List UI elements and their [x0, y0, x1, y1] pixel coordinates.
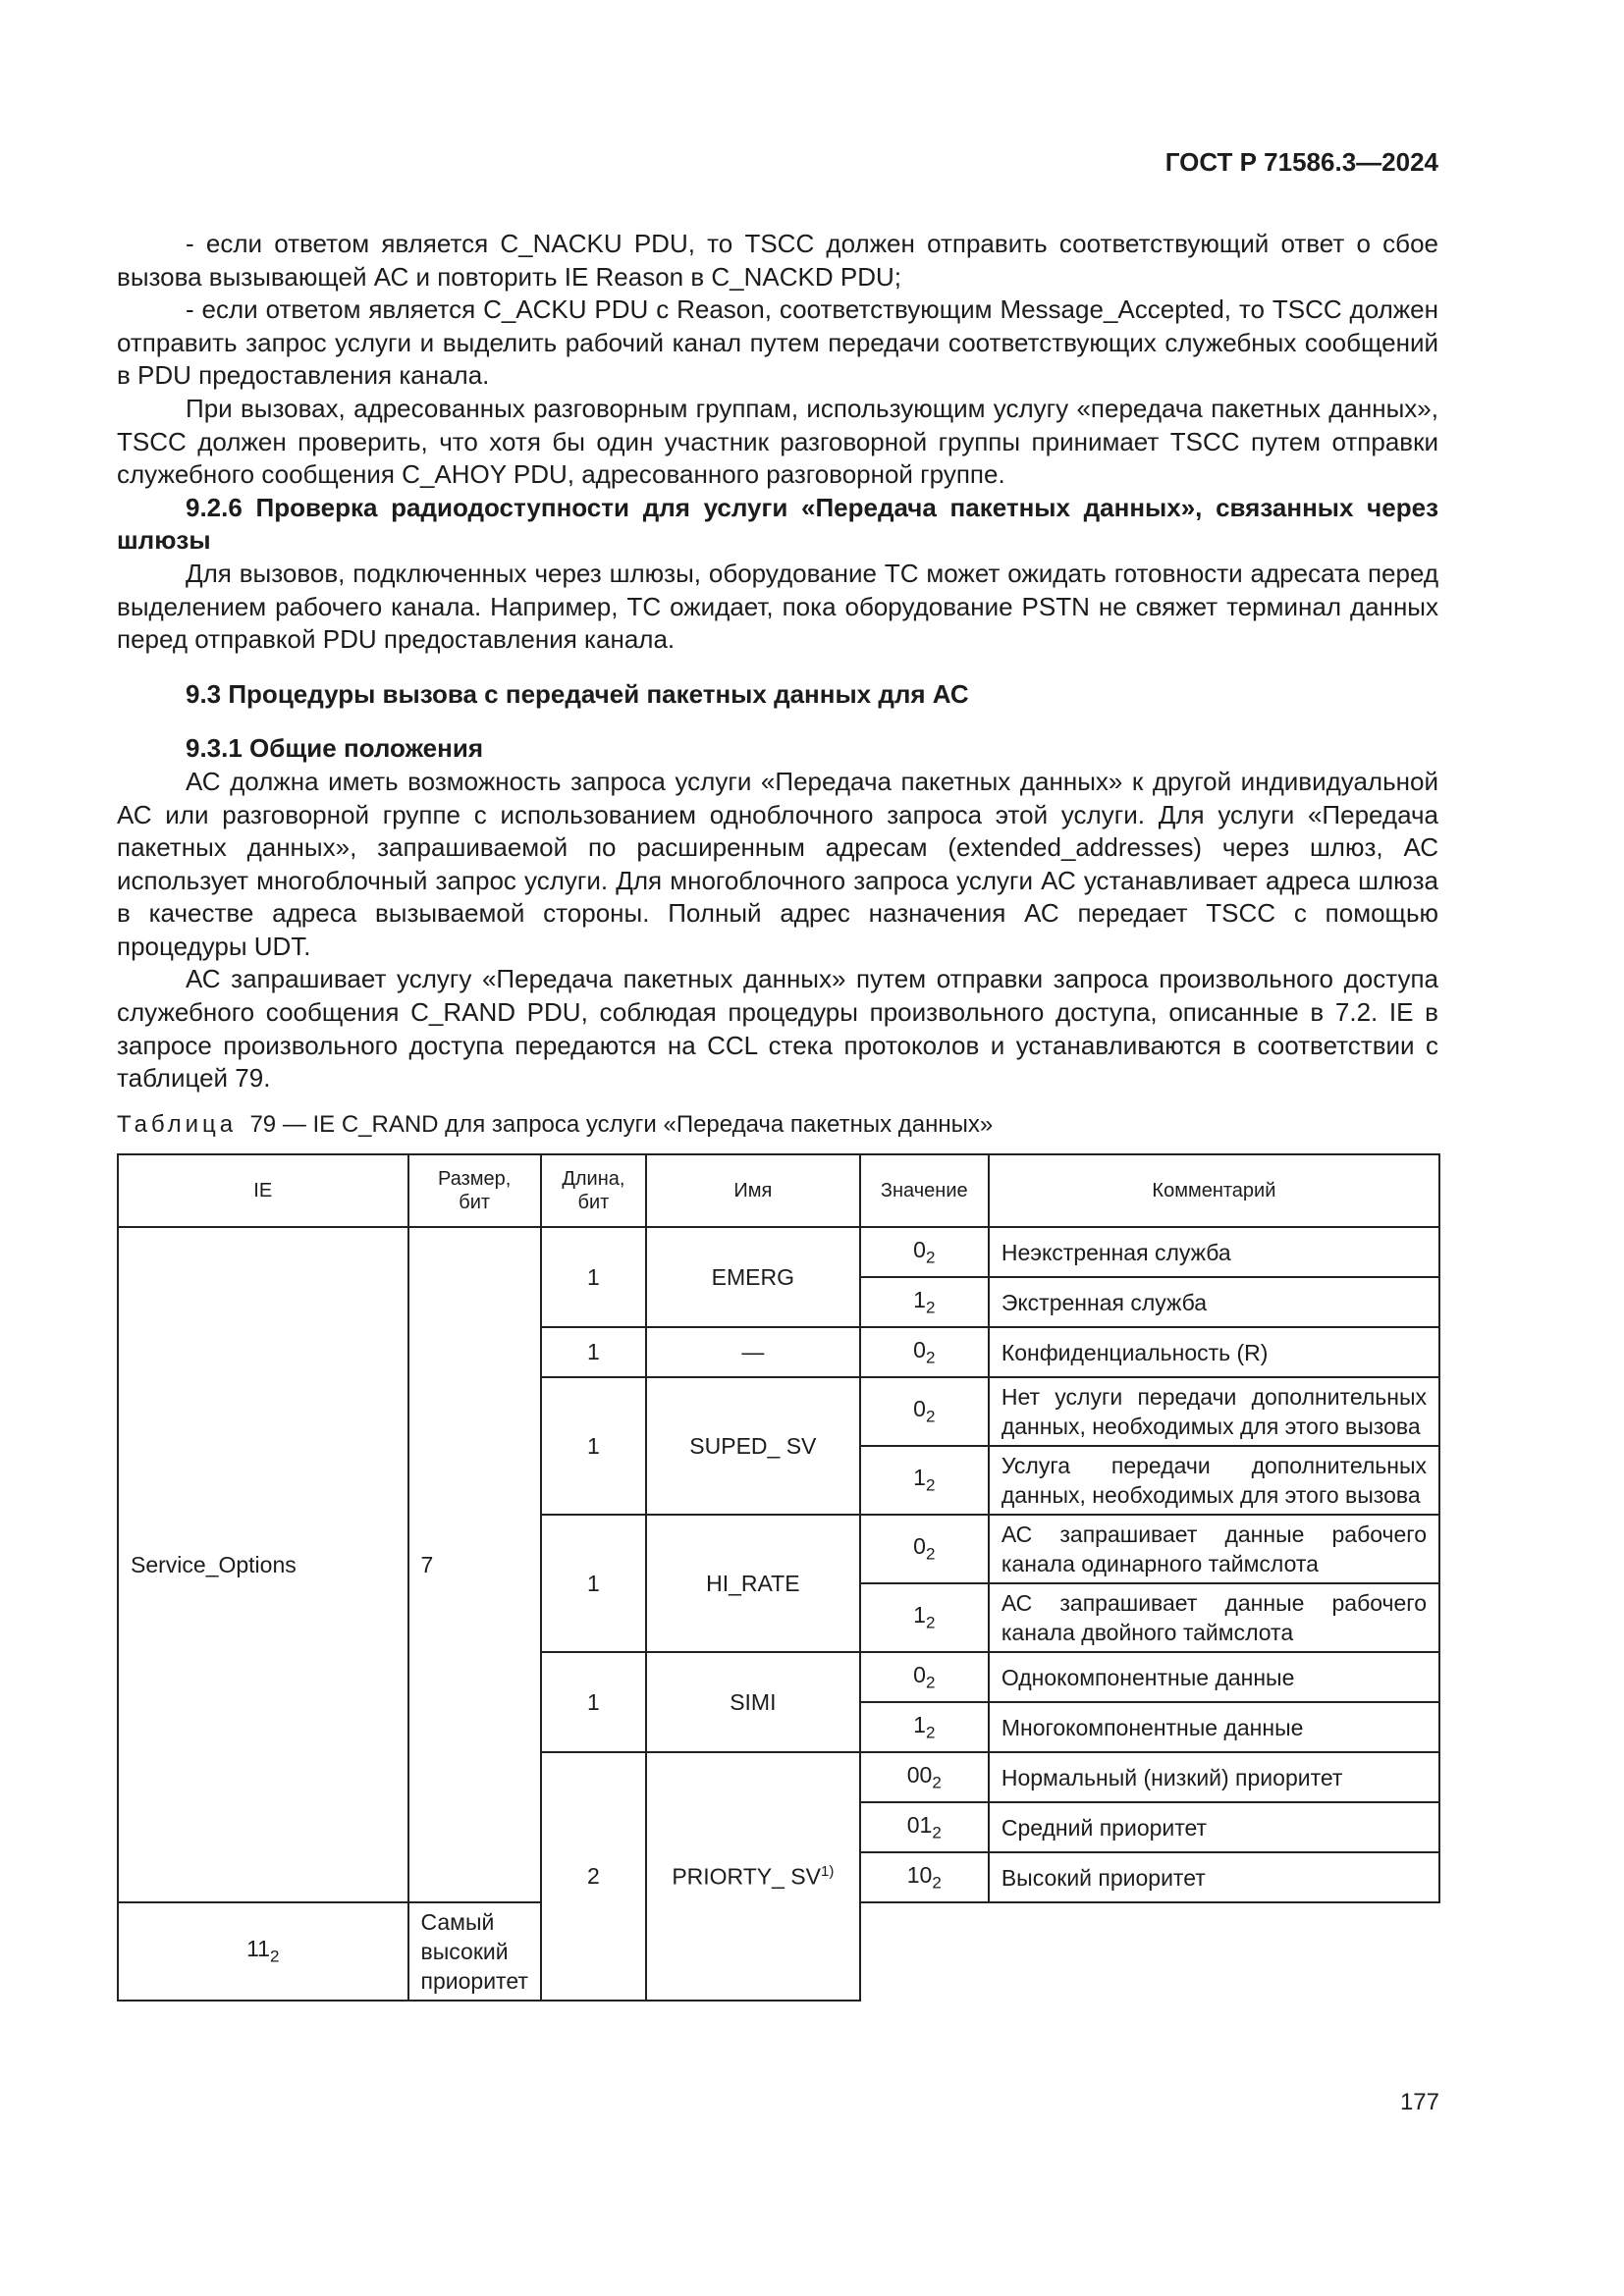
field-length-cell: 2 — [541, 1752, 646, 2001]
value-cell: $0_2$ — [860, 1377, 989, 1446]
table-caption-text: 79 — IE C_RAND для запроса услуги «Передача пакетных данных» — [249, 1111, 994, 1138]
value-cell: $0_2$ — [860, 1652, 989, 1702]
value-cell: $1_2$ — [860, 1446, 989, 1515]
paragraph: - если ответом является C_ACKU PDU с Reason, соответствующим Message_Accepted, то TSCC должен отправить запрос услуги и выделить рабочий канал путем передачи соответствующих служебных сообщений в PDU предоставления канала. — [117, 294, 1438, 391]
field-name-cell: PRIORTY_ SV$^{1)}$ — [646, 1752, 860, 2001]
paragraph: АС запрашивает услугу «Передача пакетных данных» путем отправки запроса произвольного доступа служебного сообщения C_RAND PDU, соблюдая процедуры произвольного доступа, описанные в 7.2. IE в запросе произвольного доступа передаются на CCL стека протоколов и устанавливаются в соответствии с таблицей 79. — [117, 964, 1438, 1094]
field-name-cell: SUPED_ SV — [646, 1377, 860, 1515]
paragraph: АС должна иметь возможность запроса услуги «Передача пакетных данных» к другой индивидуальной АС или разговорной группе с использованием одноблочного запроса этой услуги. Для услуги «Передача пакетных данных», запрашиваемой по расширенным адресам (extended_addresses) через шлюз, АС использует многоблочный запрос услуги. Для многоблочного запроса услуги АС устанавливает адреса шлюза в качестве адреса вызываемой стороны. Полный адрес назначения АС передает TSCC с помощью процедуры UDT. — [117, 766, 1438, 961]
table-caption-label: Таблица — [117, 1111, 238, 1138]
comment-cell: Высокий приоритет — [989, 1852, 1439, 1902]
header-value: Значение — [860, 1154, 989, 1227]
value-cell: $10_2$ — [860, 1852, 989, 1902]
field-length-cell: 1 — [541, 1652, 646, 1752]
table-row — [118, 1227, 1439, 1277]
document-header: ГОСТ Р 71586.3—2024 — [1164, 147, 1438, 177]
value-cell: $0_2$ — [860, 1515, 989, 1583]
comment-cell: Средний приоритет — [989, 1802, 1439, 1852]
field-length-cell: 1 — [541, 1227, 646, 1327]
ie-name-cell: Service_Options — [118, 1227, 408, 1902]
field-length-cell: 1 — [541, 1377, 646, 1515]
ie-size-cell: 7 — [408, 1227, 541, 1902]
paragraph: Для вызовов, подключенных через шлюзы, оборудование ТС может ожидать готовности адресата перед выделением рабочего канала. Например, ТС ожидает, пока оборудование PSTN не свяжет терминал данных перед отправкой PDU предоставления канала. — [117, 558, 1438, 655]
field-name-cell: SIMI — [646, 1652, 860, 1752]
comment-cell: Неэкстренная служба — [989, 1227, 1439, 1277]
comment-cell: Конфиденциальность (R) — [989, 1327, 1439, 1377]
comment-cell: Самый высокий приоритет — [408, 1902, 541, 2001]
header-size: Размер, бит — [408, 1154, 541, 1227]
header-name: Имя — [646, 1154, 860, 1227]
header-length: Длина, бит — [541, 1154, 646, 1227]
table-caption — [117, 1111, 993, 1139]
paragraph: При вызовах, адресованных разговорным группам, использующим услугу «передача пакетных данных», TSCC должен проверить, что хотя бы один участник разговорной группы принимает TSCC путем отправки служебного сообщения C_AHOY PDU, адресованного разговорной группе. — [117, 393, 1438, 490]
comment-cell: Услуга передачи дополнительных данных, необходимых для этого вызова — [989, 1446, 1439, 1515]
value-cell: $0_2$ — [860, 1227, 989, 1277]
section-heading: 9.2.6 Проверка радиодоступности для услуги «Передача пакетных данных», связанных через шлюзы — [117, 492, 1438, 556]
comment-cell: Нет услуги передачи дополнительных данных, необходимых для этого вызова — [989, 1377, 1439, 1446]
value-cell: $11_2$ — [118, 1902, 408, 2001]
value-cell: $1_2$ — [860, 1702, 989, 1752]
service-options-table — [117, 1153, 1440, 2002]
comment-cell: Многокомпонентные данные — [989, 1702, 1439, 1752]
value-cell: $1_2$ — [860, 1583, 989, 1652]
section-heading: 9.3 Процедуры вызова с передачей пакетных данных для АС — [186, 678, 969, 709]
comment-cell: АС запрашивает данные рабочего канала двойного таймслота — [989, 1583, 1439, 1652]
body-text — [117, 228, 1438, 1095]
field-length-cell: 1 — [541, 1327, 646, 1377]
field-name-cell: — — [646, 1327, 860, 1377]
header-comment: Комментарий — [989, 1154, 1439, 1227]
field-name-cell: EMERG — [646, 1227, 860, 1327]
section-heading: 9.3.1 Общие положения — [186, 733, 483, 764]
value-cell: $1_2$ — [860, 1277, 989, 1327]
paragraph: - если ответом является C_NACKU PDU, то TSCC должен отправить соответствующий ответ о сбое вызова вызывающей АС и повторить IE Reason в C_NACKD PDU; — [117, 229, 1438, 292]
field-length-cell: 1 — [541, 1515, 646, 1652]
page-number: 177 — [1399, 2089, 1439, 2115]
value-cell: $0_2$ — [860, 1327, 989, 1377]
value-cell: $00_2$ — [860, 1752, 989, 1802]
value-cell: $01_2$ — [860, 1802, 989, 1852]
comment-cell: Однокомпонентные данные — [989, 1652, 1439, 1702]
comment-cell: Экстренная служба — [989, 1277, 1439, 1327]
comment-cell: Нормальный (низкий) приоритет — [989, 1752, 1439, 1802]
field-name-cell: HI_RATE — [646, 1515, 860, 1652]
header-ie: IE — [118, 1154, 408, 1227]
table-header-row — [118, 1154, 1439, 1227]
comment-cell: АС запрашивает данные рабочего канала одинарного таймслота — [989, 1515, 1439, 1583]
